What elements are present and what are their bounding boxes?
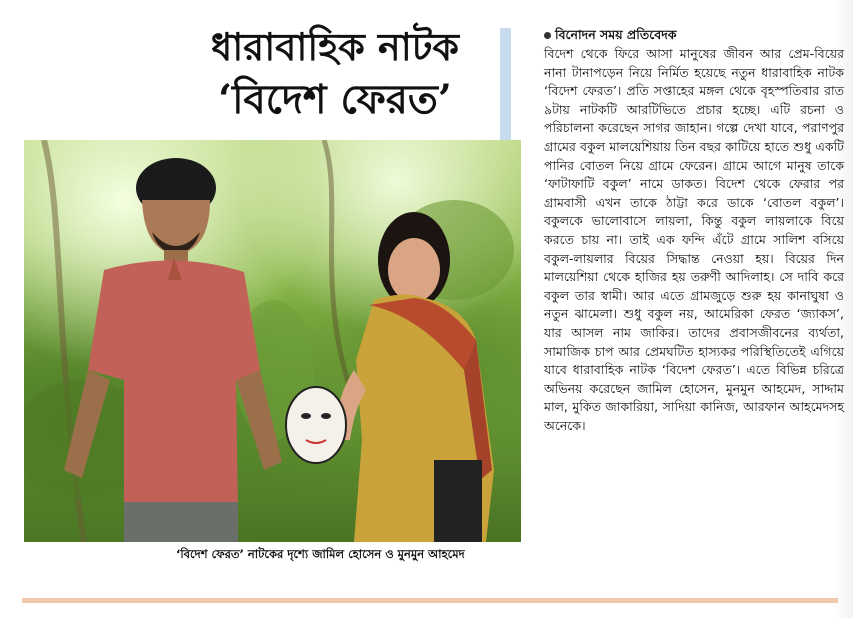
headline bbox=[175, 22, 495, 128]
photo-illustration bbox=[24, 140, 521, 542]
byline-text: বিনোদন সময় প্রতিবেদক bbox=[555, 27, 677, 42]
photo-caption: ‘বিদেশ ফেরত’ নাটকের দৃশ্যে জামিল হোসেন ও মুনমুন আহমেদ bbox=[176, 547, 465, 561]
article-photo bbox=[24, 140, 521, 542]
headline-line-2: ‘বিদেশ ফেরত’ bbox=[218, 76, 452, 123]
bullet-dot-icon bbox=[544, 32, 551, 39]
article-column bbox=[544, 26, 844, 435]
accent-bar bbox=[500, 28, 511, 142]
headline-line-1: ধারাবাহিক নাটক bbox=[210, 24, 460, 69]
article-body: বিদেশ থেকে ফিরে আসা মানুষের জীবন আর প্রেম-বিয়ের নানা টানাপড়েন নিয়ে নির্মিত হয়েছে নতুন ধারাবাহিক নাটক ‘বিদেশ ফেরত’। প্রতি সপ্তাহের মঙ্গল থেকে বৃহস্পতিবার রাত ৯টায় নাটকটি আরটিভিতে প্রচার হচ্ছে। এটি রচনা ও পরিচালনা করেছেন সাগর জাহান। গল্পে দেখা যাবে, পরাণপুর গ্রামের বকুল মালয়েশিয়ায় তিন বছর কাটিয়ে হাতে শুধু একটি পানির বোতল নিয়ে গ্রামে ফেরেন। গ্রামে আগে মানুষ তাকে ‘ফাটাফাটি বকুল’ নামে ডাকত। বিদেশ থেকে ফেরার পর গ্রামবাসী এখন তাকে ঠাট্টা করে ডাকে ‘বোতল বকুল’। বকুলকে ভালোবাসে লায়লা, কিন্তু বকুল লায়লাকে বিয়ে করতে চায় না। তাই এক ফন্দি এঁটে গ্রামে সালিশ বসিয়ে বকুল-লায়লার বিয়ের সিদ্ধান্ত নেওয়া হয়। বিয়ের দিন মালয়েশিয়া থেকে হাজির হয় তরুণী আদিলাহ। সে দাবি করে বকুল তার স্বামী। আর এতে গ্রামজুড়ে শুরু হয় কানাঘুষা ও নতুন ঝামেলা। শুধু বকুল নয়, আমেরিকা ফেরত ‘জ্যাকস’, যার আসল নাম জাকির। তাদের প্রবাসজীবনের ব্যর্থতা, সামাজিক চাপ আর প্রেমঘটিত হাস্যকর পরিস্থিতিতেই এগিয়ে যাবে ধারাবাহিক নাটক ‘বিদেশ ফেরত’। এতে বিভিন্ন চরিত্রে অভিনয় করেছেন জামিল হোসেন, মুনমুন আহমেদ, সাদ্দাম মাল, মুকিত জাকারিয়া, সাদিয়া কানিজ, আরফান আহমেদসহ অনেকে। bbox=[544, 46, 844, 433]
byline bbox=[544, 26, 844, 43]
bottom-rule bbox=[22, 598, 838, 603]
